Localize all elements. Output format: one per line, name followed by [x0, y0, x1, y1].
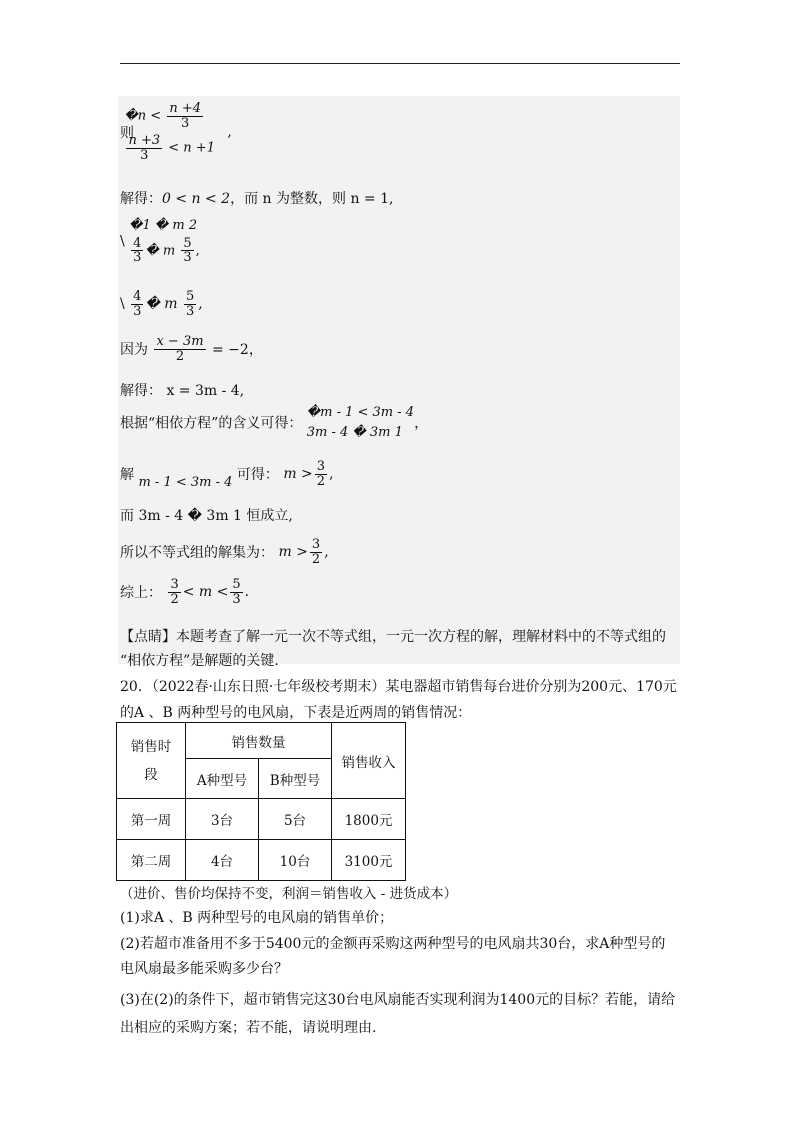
- table-note: （进价、售价均保持不变，利润＝销售收入 - 进货成本）: [120, 886, 458, 902]
- solution-line-7: 根据“相依方程”的含义可得： �m - 1 < 3m - 4 3m - 4 � 3m 1 ，: [120, 405, 429, 440]
- problem-line-2: 的A 、B 两种型号的电风扇，下表是近两周的销售情况：: [120, 705, 472, 721]
- fraction: $\frac{n +4}{3}$: [169, 101, 201, 131]
- question-1: (1)求A 、B 两种型号的电风扇的销售单价；: [120, 910, 394, 926]
- solution-line-5: 因为 $\frac{x - 3m}{2}$ = −2，: [120, 334, 263, 364]
- header-type-b: B种型号: [259, 759, 332, 799]
- solution-line-10: 所以不等式组的解集为： m > $\frac{3}{2}$ ,: [120, 537, 329, 567]
- solution-system-1: 则 �n < $\frac{n +4}{3}$ $\frac{n +3}{3}$ < n +1 ,: [120, 101, 232, 163]
- header-income: 销售收入: [332, 723, 406, 799]
- question-2-line-1: (2)若超市准备用不多于5400元的金额再采购这两种型号的电风扇共30台，求A种型号的: [120, 936, 666, 952]
- comment-line-2: “相依方程”是解题的关键.: [120, 653, 279, 669]
- problem-line-1: 20．（2022春·山东日照·七年级校考期末）某电器超市销售每台进价分别为200元、170元: [120, 679, 677, 695]
- solution-line-4: \ $\frac{4}{3}$ � m $\frac{5}{3}$ ,: [120, 289, 203, 319]
- question-2-line-2: 电风扇最多能采购多少台？: [120, 961, 288, 977]
- fraction: $\frac{n +3}{3}$: [128, 133, 161, 163]
- solution-line-11: 综上： $\frac{3}{2}$ < m < $\frac{5}{3}$ .: [120, 577, 250, 607]
- header-quantity: 销售数量: [186, 723, 332, 759]
- solution-line-2: 解得：0 < n < 2，而 n 为整数，则 n = 1,: [120, 191, 394, 207]
- table-row: 第二周 4台 10台 3100元: [117, 840, 406, 881]
- solution-line-6: 解得： x = 3m - 4,: [120, 383, 245, 399]
- solution-line-9: 而 3m - 4 � 3m 1 恒成立,: [120, 508, 293, 524]
- question-3-line-1: (3)在(2)的条件下，超市销售完这30台电风扇能否实现利润为1400元的目标？若能，请给: [120, 992, 676, 1008]
- ze-label: 则: [120, 125, 134, 142]
- sales-table: [116, 722, 406, 881]
- header-period: 销售时 段: [117, 723, 186, 799]
- comment-line-1: 【点睛】本题考查了解一元一次不等式组，一元一次方程的解，理解材料中的不等式组的: [120, 629, 666, 645]
- header-rule: [120, 63, 680, 64]
- solution-line-3: \ �1 � m 2 $\frac{4}{3}$ � m $\frac{5}{3}$ ,: [120, 218, 200, 266]
- question-3-line-2: 出相应的采购方案；若不能，请说明理由.: [120, 1020, 377, 1036]
- solution-line-8: 解 m - 1 < 3m - 4 可得： m > $\frac{3}{2}$ ,: [120, 459, 334, 491]
- table-row: 第一周 3台 5台 1800元: [117, 799, 406, 840]
- header-type-a: A种型号: [186, 759, 259, 799]
